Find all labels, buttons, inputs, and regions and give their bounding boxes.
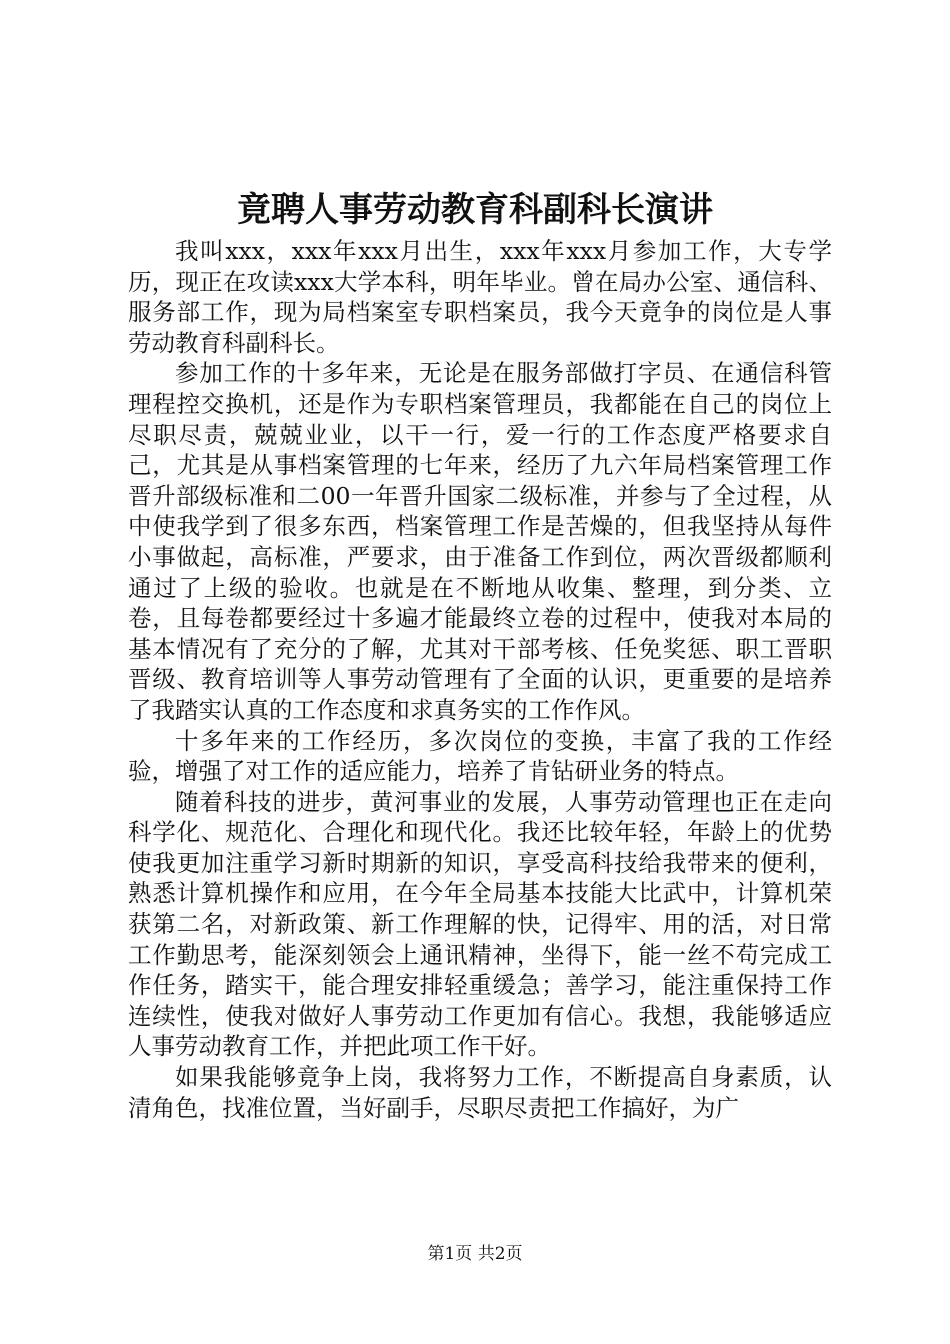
paragraph-1: 我叫xxx，xxx年xxx月出生，xxx年xxx月参加工作，大专学历，现正在攻读xxx大学本科，明年毕业。曾在局办公室、通信科、服务部工作，现为局档案室专职档案员，我今天竟争的岗位是人事劳动教育科副科长。 bbox=[128, 237, 832, 357]
document-title: 竟聘人事劳动教育科副科长演讲 bbox=[237, 190, 713, 230]
paragraph-2: 参加工作的十多年来，无论是在服务部做打字员、在通信科管理程控交换机，还是作为专职档案管理员，我都能在自己的岗位上尽职尽责，兢兢业业，以干一行，爱一行的工作态度严格要求自己，尤其是从事档案管理的七年来，经历了九六年局档案管理工作晋升部级标准和二00一年晋升国家二级标准，并参与了全过程，从中使我学到了很多东西，档案管理工作是苦燥的，但我坚持从每件小事做起，高标准，严要求，由于准备工作到位，两次晋级都顺利通过了上级的验收。也就是在不断地从收集、整理，到分类、立卷，且每卷都要经过十多遍才能最终立卷的过程中，使我对本局的基本情况有了充分的了解，尤其对干部考核、任免奖惩、职工晋职晋级、教育培训等人事劳动管理有了全面的认识，更重要的是培养了我踏实认真的工作态度和求真务实的工作作风。 bbox=[128, 359, 832, 724]
paragraph-4: 随着科技的进步，黄河事业的发展，人事劳动管理也正在走向科学化、规范化、合理化和现代化。我还比较年轻，年龄上的优势使我更加注重学习新时期新的知识，享受高科技给我带来的便利，熟悉计算机操作和应用，在今年全局基本技能大比武中，计算机荣获第二名，对新政策、新工作理解的快，记得牢、用的活，对日常工作勤思考，能深刻领会上通讯精神，坐得下，能一丝不苟完成工作任务，踏实干，能合理安排轻重缓急；善学习，能注重保持工作连续性，使我对做好人事劳动工作更加有信心。我想，我能够适应人事劳动教育工作，并把此项工作干好。 bbox=[128, 787, 832, 1061]
paragraph-5: 如果我能够竟争上岗，我将努力工作，不断提高自身素质，认清角色，找准位置，当好副手，尽职尽责把工作搞好，为广 bbox=[128, 1063, 832, 1122]
document-body bbox=[128, 236, 832, 1123]
paragraph-3: 十多年来的工作经历，多次岗位的变换，丰富了我的工作经验，增强了对工作的适应能力，培养了肯钻研业务的特点。 bbox=[128, 726, 832, 786]
page-footer: 第1页 共2页 bbox=[427, 1244, 523, 1264]
